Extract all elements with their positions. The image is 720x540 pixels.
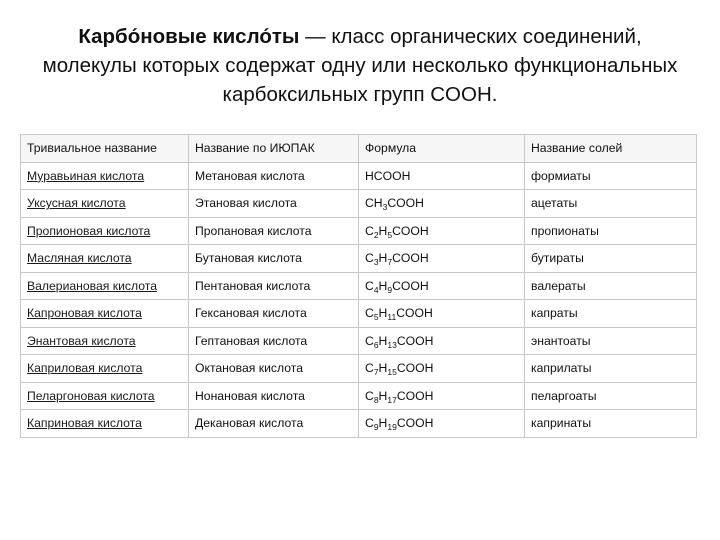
header-iupac-name: Название по ИЮПАК bbox=[189, 135, 359, 163]
trivial-name-link[interactable]: Муравьиная кислота bbox=[27, 168, 145, 183]
iupac-name-cell: Бутановая кислота bbox=[189, 245, 359, 273]
iupac-name-cell: Октановая кислота bbox=[189, 355, 359, 383]
formula-subscript: 7 bbox=[387, 257, 393, 268]
table-row bbox=[21, 355, 697, 383]
salt-name-cell: капраты bbox=[525, 300, 697, 328]
formula-subscript: 15 bbox=[387, 367, 397, 378]
formula-subscript: 3 bbox=[382, 202, 388, 213]
trivial-name-cell bbox=[21, 190, 189, 218]
formula-subscript: 7 bbox=[373, 367, 379, 378]
salt-name-cell: формиаты bbox=[525, 162, 697, 190]
formula-text: CH bbox=[365, 196, 383, 211]
heading-term: Карбо́новые кисло́ты bbox=[78, 25, 300, 48]
salt-name-cell: пропионаты bbox=[525, 217, 697, 245]
table-row bbox=[21, 382, 697, 410]
table-row bbox=[21, 245, 697, 273]
formula-text: H bbox=[378, 388, 388, 403]
trivial-name-cell bbox=[21, 162, 189, 190]
formula-text: H bbox=[378, 416, 388, 431]
heading-definition: — класс органических соединений, молекулы которых содержат одну или несколько функциональных карбоксильных групп COOH. bbox=[42, 25, 678, 106]
salt-name-cell: энантоаты bbox=[525, 327, 697, 355]
formula-subscript: 4 bbox=[373, 284, 379, 295]
trivial-name-cell bbox=[21, 272, 189, 300]
salt-name-cell: валераты bbox=[525, 272, 697, 300]
trivial-name-link[interactable]: Масляная кислота bbox=[27, 251, 132, 266]
formula-text: H bbox=[378, 361, 388, 376]
formula-text: C bbox=[365, 278, 374, 293]
trivial-name-cell bbox=[21, 410, 189, 438]
table-row bbox=[21, 162, 697, 190]
formula-cell bbox=[359, 382, 525, 410]
formula-subscript: 8 bbox=[373, 394, 379, 405]
salt-name-cell: пеларгоаты bbox=[525, 382, 697, 410]
formula-subscript: 19 bbox=[387, 422, 397, 433]
formula-subscript: 9 bbox=[373, 422, 379, 433]
table-row bbox=[21, 190, 697, 218]
table-row bbox=[21, 410, 697, 438]
iupac-name-cell: Нонановая кислота bbox=[189, 382, 359, 410]
formula-cell bbox=[359, 327, 525, 355]
formula-text: COOH bbox=[392, 223, 429, 238]
slide-heading bbox=[40, 22, 680, 109]
formula-cell bbox=[359, 355, 525, 383]
formula-subscript: 6 bbox=[373, 339, 379, 350]
formula-cell bbox=[359, 162, 525, 190]
trivial-name-cell bbox=[21, 382, 189, 410]
trivial-name-link[interactable]: Уксусная кислота bbox=[27, 196, 126, 211]
iupac-name-cell: Гептановая кислота bbox=[189, 327, 359, 355]
table-row bbox=[21, 300, 697, 328]
iupac-name-cell: Гексановая кислота bbox=[189, 300, 359, 328]
trivial-name-link[interactable]: Капроновая кислота bbox=[27, 306, 142, 321]
formula-text: C bbox=[365, 333, 374, 348]
trivial-name-link[interactable]: Пеларгоновая кислота bbox=[27, 388, 155, 403]
trivial-name-link[interactable]: Каприновая кислота bbox=[27, 416, 142, 431]
formula-text: COOH bbox=[392, 251, 429, 266]
formula-text: C bbox=[365, 388, 374, 403]
trivial-name-link[interactable]: Пропионовая кислота bbox=[27, 223, 151, 238]
formula-subscript: 5 bbox=[387, 229, 393, 240]
formula-text: COOH bbox=[396, 361, 434, 376]
trivial-name-cell bbox=[21, 217, 189, 245]
formula-cell bbox=[359, 410, 525, 438]
header-trivial-name: Тривиальное название bbox=[21, 135, 189, 163]
formula-subscript: 9 bbox=[387, 284, 393, 295]
formula-cell bbox=[359, 272, 525, 300]
trivial-name-link[interactable]: Валериановая кислота bbox=[27, 278, 157, 293]
header-salt-name: Название солей bbox=[525, 135, 697, 163]
formula-text: H bbox=[378, 223, 388, 238]
iupac-name-cell: Пропановая кислота bbox=[189, 217, 359, 245]
formula-subscript: 3 bbox=[373, 257, 379, 268]
formula-text: H bbox=[378, 278, 388, 293]
salt-name-cell: ацетаты bbox=[525, 190, 697, 218]
formula-subscript: 11 bbox=[387, 312, 397, 323]
trivial-name-cell bbox=[21, 245, 189, 273]
formula-text: H bbox=[378, 306, 388, 321]
formula-text: H bbox=[378, 333, 388, 348]
iupac-name-cell: Декановая кислота bbox=[189, 410, 359, 438]
table-row bbox=[21, 217, 697, 245]
formula-subscript: 17 bbox=[387, 394, 397, 405]
salt-name-cell: капринаты bbox=[525, 410, 697, 438]
formula-text: C bbox=[365, 223, 374, 238]
formula-text: COOH bbox=[387, 196, 424, 211]
formula-text: COOH bbox=[396, 306, 433, 321]
formula-text: C bbox=[365, 361, 374, 376]
formula-text: C bbox=[365, 306, 374, 321]
formula-text: COOH bbox=[396, 388, 434, 403]
formula-subscript: 5 bbox=[373, 312, 379, 323]
header-formula: Формула bbox=[359, 135, 525, 163]
salt-name-cell: каприлаты bbox=[525, 355, 697, 383]
trivial-name-cell bbox=[21, 300, 189, 328]
salt-name-cell: бутираты bbox=[525, 245, 697, 273]
formula-text: COOH bbox=[392, 278, 429, 293]
formula-text: COOH bbox=[396, 416, 434, 431]
formula-cell bbox=[359, 300, 525, 328]
formula-cell bbox=[359, 190, 525, 218]
iupac-name-cell: Пентановая кислота bbox=[189, 272, 359, 300]
trivial-name-cell bbox=[21, 327, 189, 355]
table-row bbox=[21, 272, 697, 300]
table-header-row bbox=[21, 135, 697, 163]
trivial-name-link[interactable]: Энантовая кислота bbox=[27, 333, 136, 348]
trivial-name-cell bbox=[21, 355, 189, 383]
carboxylic-acids-table bbox=[20, 134, 697, 438]
formula-cell bbox=[359, 245, 525, 273]
iupac-name-cell: Метановая кислота bbox=[189, 162, 359, 190]
formula-cell bbox=[359, 217, 525, 245]
formula-text: C bbox=[365, 416, 374, 431]
trivial-name-link[interactable]: Каприловая кислота bbox=[27, 361, 143, 376]
formula-text: H bbox=[378, 251, 388, 266]
table-row bbox=[21, 327, 697, 355]
iupac-name-cell: Этановая кислота bbox=[189, 190, 359, 218]
formula-text: HCOOH bbox=[365, 168, 411, 183]
formula-text: C bbox=[365, 251, 374, 266]
formula-subscript: 2 bbox=[373, 229, 379, 240]
formula-text: COOH bbox=[396, 333, 434, 348]
formula-subscript: 13 bbox=[387, 339, 397, 350]
